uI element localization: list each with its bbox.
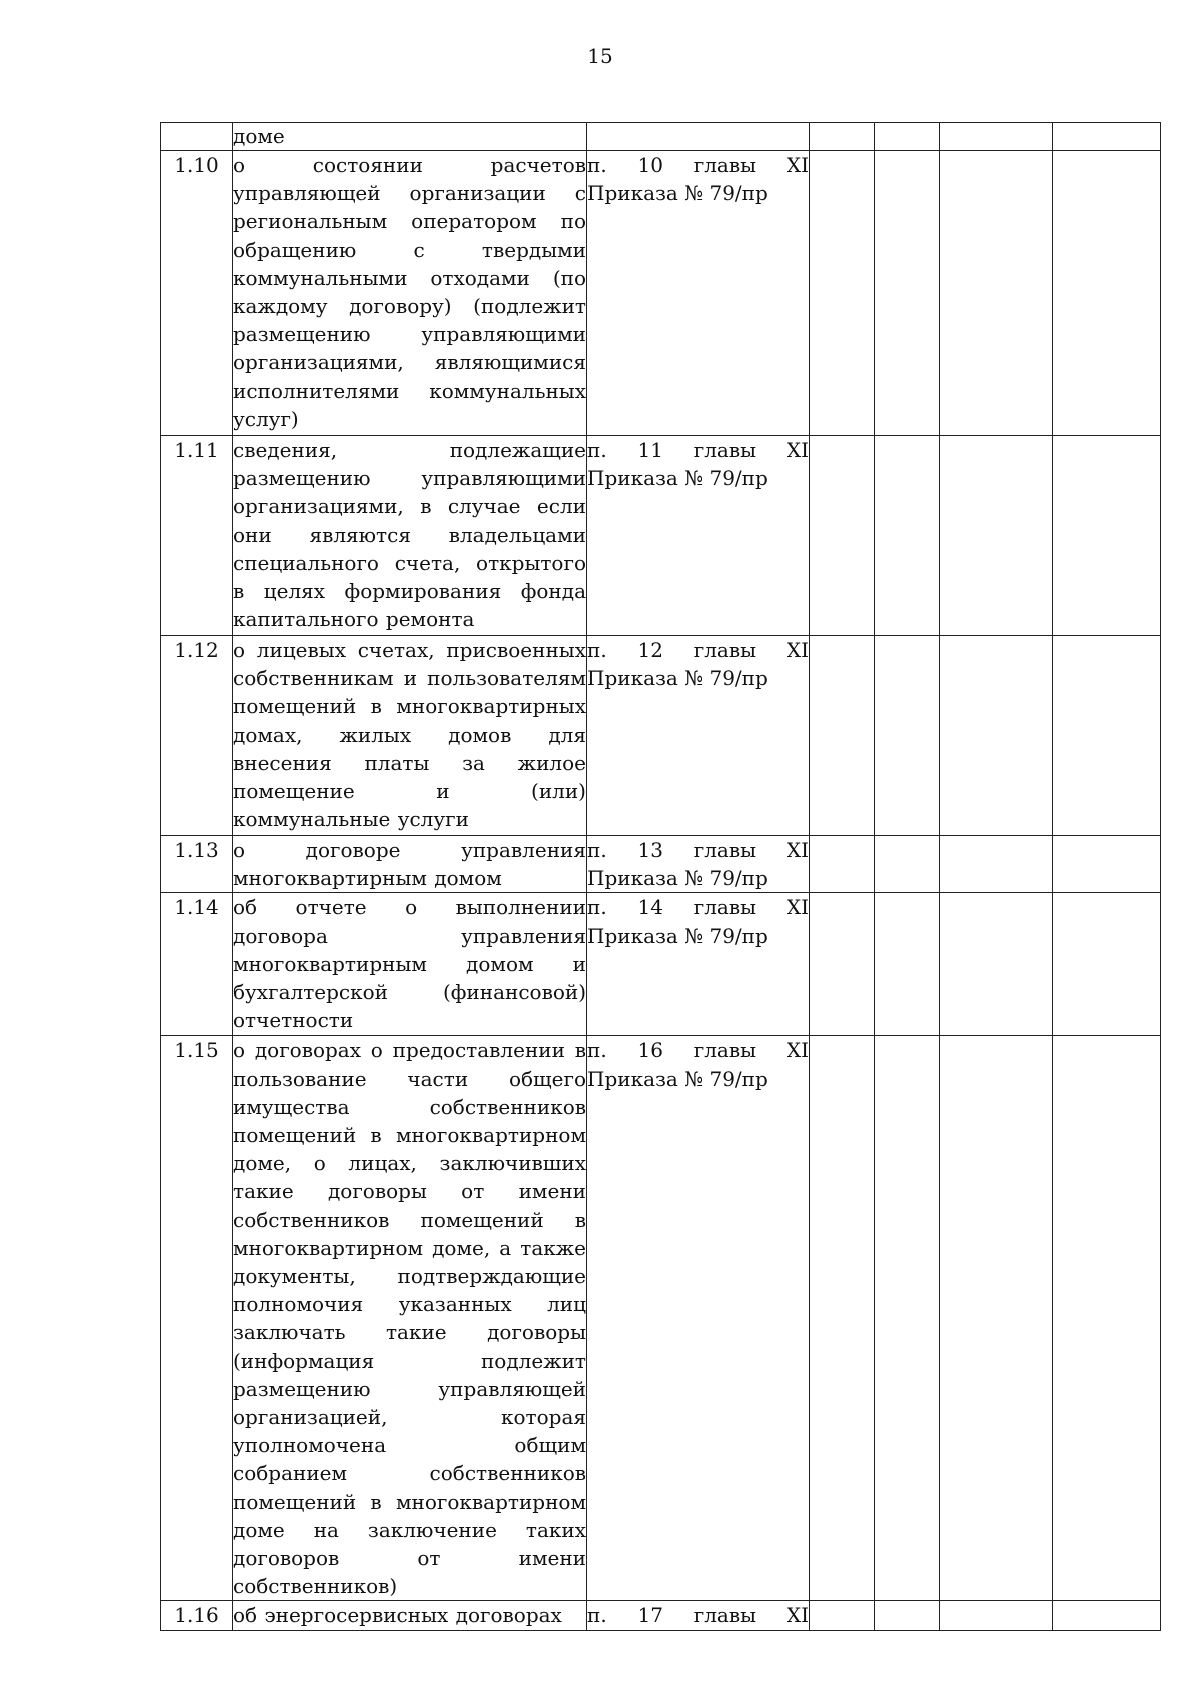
empty-cell <box>875 123 940 151</box>
row-description: доме <box>233 123 587 151</box>
requirements-table <box>160 122 1161 1631</box>
ref-item: п. <box>587 895 607 920</box>
empty-cell <box>940 836 1053 893</box>
empty-cell <box>1053 636 1161 836</box>
ref-item: п. <box>587 638 607 662</box>
table-row <box>161 151 1161 436</box>
table-row <box>161 1036 1161 1601</box>
empty-cell <box>1053 893 1161 1036</box>
row-number: 1.14 <box>161 893 233 1036</box>
row-number: 1.16 <box>161 1601 233 1630</box>
ref-chapter-number: XI <box>786 638 809 662</box>
ref-item-number: 17 <box>637 1603 663 1628</box>
empty-cell <box>875 1601 940 1630</box>
empty-cell <box>810 1036 875 1601</box>
empty-cell <box>810 123 875 151</box>
row-number <box>161 123 233 151</box>
ref-item: п. <box>587 838 607 862</box>
row-number: 1.13 <box>161 836 233 893</box>
row-reference <box>587 1601 810 1630</box>
empty-cell <box>1053 836 1161 893</box>
ref-item: п. <box>587 1603 607 1628</box>
empty-cell <box>875 151 940 436</box>
empty-cell <box>810 151 875 436</box>
ref-item: п. <box>587 153 607 177</box>
empty-cell <box>1053 151 1161 436</box>
page-number: 15 <box>587 44 613 68</box>
ref-item-number: 12 <box>637 638 663 662</box>
ref-chapter: главы <box>693 838 757 862</box>
table-row <box>161 636 1161 836</box>
row-description: об отчете о выполнении договора управления многоквартирным домом и бухгалтерской (финансовой) отчетности <box>233 893 587 1036</box>
row-reference <box>587 123 810 151</box>
ref-item-number: 13 <box>637 838 663 862</box>
empty-cell <box>940 123 1053 151</box>
table-row <box>161 123 1161 151</box>
ref-chapter-number: XI <box>786 438 809 462</box>
empty-cell <box>1053 123 1161 151</box>
empty-cell <box>940 1601 1053 1630</box>
ref-order: Приказа № 79/пр <box>587 866 768 891</box>
row-reference <box>587 893 810 1036</box>
ref-item: п. <box>587 1038 607 1063</box>
ref-order: Приказа № 79/пр <box>587 1066 768 1091</box>
row-reference <box>587 436 810 636</box>
row-description: о лицевых счетах, присвоенных собственникам и пользователям помещений в многоквартирных домах, жилых домов для внесения платы за жилое помещение и (или) коммунальные услуги <box>233 636 587 836</box>
ref-order: Приказа № 79/пр <box>587 181 768 206</box>
empty-cell <box>1053 1601 1161 1630</box>
empty-cell <box>875 436 940 636</box>
row-description: об энергосервисных договорах <box>233 1601 587 1630</box>
empty-cell <box>875 1036 940 1601</box>
ref-item-number: 11 <box>637 438 663 462</box>
empty-cell <box>940 151 1053 436</box>
ref-chapter: главы <box>693 895 757 920</box>
row-reference <box>587 151 810 436</box>
table-row <box>161 836 1161 893</box>
empty-cell <box>940 893 1053 1036</box>
table-row <box>161 436 1161 636</box>
empty-cell <box>1053 1036 1161 1601</box>
row-description: сведения, подлежащие размещению управляющими организациями, в случае если они являются владельцами специального счета, открытого в целях формирования фонда капитального ремонта <box>233 436 587 636</box>
empty-cell <box>810 836 875 893</box>
ref-chapter-number: XI <box>786 153 809 177</box>
empty-cell <box>810 436 875 636</box>
row-reference <box>587 1036 810 1601</box>
ref-chapter-number: XI <box>786 1603 809 1628</box>
ref-item-number: 14 <box>637 895 663 920</box>
ref-chapter: главы <box>693 153 757 177</box>
empty-cell <box>1053 436 1161 636</box>
ref-item-number: 16 <box>637 1038 663 1063</box>
row-number: 1.15 <box>161 1036 233 1601</box>
table-row <box>161 1601 1161 1630</box>
empty-cell <box>875 636 940 836</box>
row-description: о договорах о предоставлении в пользование части общего имущества собственников помещений в многоквартирном доме, о лицах, заключивших такие договоры от имени собственников помещений в многоквартирном доме, а также документы, подтверждающие полномочия указанных лиц заключать такие договоры (информация подлежит размещению управляющей организацией, которая уполномочена общим собранием собственников помещений в многоквартирном доме на заключение таких договоров от имени собственников) <box>233 1036 587 1601</box>
empty-cell <box>810 893 875 1036</box>
row-description: о состоянии расчетов управляющей организации с региональным оператором по обращению с твердыми коммунальными отходами (по каждому договору) (подлежит размещению управляющими организациями, являющимися исполнителями коммунальных услуг) <box>233 151 587 436</box>
ref-item: п. <box>587 438 607 462</box>
row-number: 1.10 <box>161 151 233 436</box>
ref-chapter: главы <box>693 438 757 462</box>
ref-chapter-number: XI <box>786 895 809 920</box>
empty-cell <box>875 836 940 893</box>
row-number: 1.12 <box>161 636 233 836</box>
row-description: о договоре управления многоквартирным домом <box>233 836 587 893</box>
ref-chapter: главы <box>693 1038 757 1063</box>
empty-cell <box>810 636 875 836</box>
ref-chapter: главы <box>693 1603 757 1628</box>
row-number: 1.11 <box>161 436 233 636</box>
ref-order: Приказа № 79/пр <box>587 923 768 948</box>
ref-item-number: 10 <box>637 153 663 177</box>
ref-order: Приказа № 79/пр <box>587 666 768 691</box>
ref-chapter: главы <box>693 638 757 662</box>
empty-cell <box>940 436 1053 636</box>
ref-chapter-number: XI <box>786 838 809 862</box>
ref-chapter-number: XI <box>786 1038 809 1063</box>
empty-cell <box>875 893 940 1036</box>
empty-cell <box>940 1036 1053 1601</box>
ref-order: Приказа № 79/пр <box>587 466 768 491</box>
table-row <box>161 893 1161 1036</box>
empty-cell <box>940 636 1053 836</box>
row-reference <box>587 836 810 893</box>
row-reference <box>587 636 810 836</box>
empty-cell <box>810 1601 875 1630</box>
